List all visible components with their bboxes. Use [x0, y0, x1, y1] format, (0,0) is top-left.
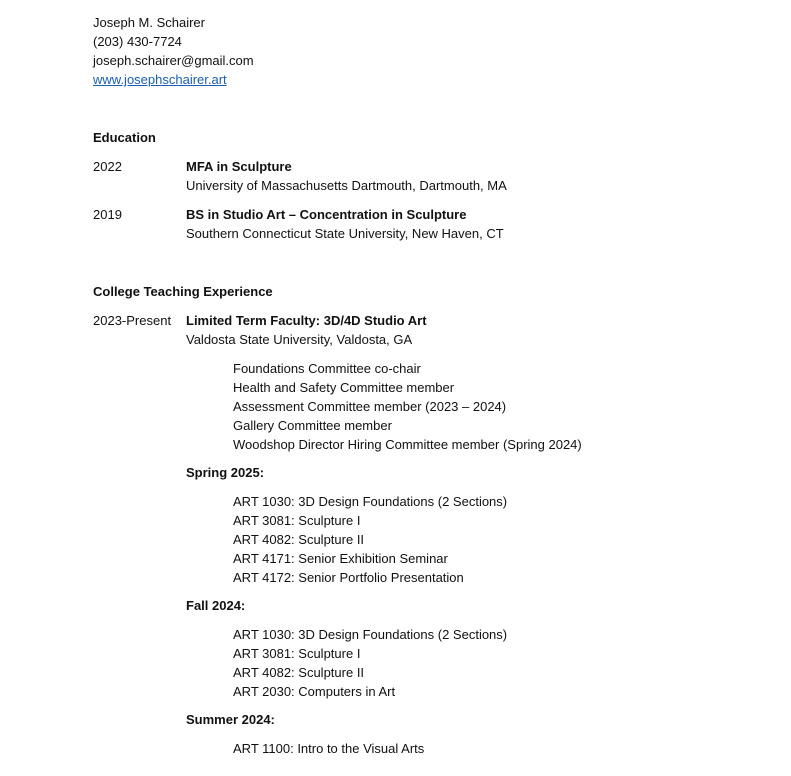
course-item: ART 3081: Sculpture I: [233, 646, 361, 661]
course-item: ART 4082: Sculpture II: [233, 532, 365, 547]
committee-item: Foundations Committee co-chair: [233, 361, 421, 376]
committee-item: Assessment Committee member (2023 – 2024): [233, 399, 507, 414]
term-label: Spring 2025:: [186, 465, 265, 480]
course-item: ART 4082: Sculpture II: [233, 665, 365, 680]
term-label: Fall 2024:: [186, 598, 246, 613]
teaching-institution: Valdosta State University, Valdosta, GA: [186, 332, 413, 347]
committee-item: Health and Safety Committee member: [233, 380, 455, 395]
course-item: ART 1030: 3D Design Foundations (2 Sections): [233, 494, 508, 509]
contact-email: joseph.schairer@gmail.com: [93, 53, 254, 68]
contact-name: Joseph M. Schairer: [93, 15, 205, 30]
committee-item: Woodshop Director Hiring Committee member (Spring 2024): [233, 437, 582, 452]
contact-phone: (203) 430-7724: [93, 34, 182, 49]
education-school: Southern Connecticut State University, New Haven, CT: [186, 226, 504, 241]
education-degree: MFA in Sculpture: [186, 159, 292, 174]
website-link[interactable]: www.josephschairer.art: [93, 72, 227, 87]
committee-item: Gallery Committee member: [233, 418, 392, 433]
teaching-title: Limited Term Faculty: 3D/4D Studio Art: [186, 313, 427, 328]
teaching-heading: College Teaching Experience: [93, 284, 273, 299]
course-item: ART 1100: Intro to the Visual Arts: [233, 741, 425, 756]
education-degree: BS in Studio Art – Concentration in Sculpture: [186, 207, 467, 222]
education-school: University of Massachusetts Dartmouth, Dartmouth, MA: [186, 178, 507, 193]
education-heading: Education: [93, 130, 156, 145]
course-item: ART 4172: Senior Portfolio Presentation: [233, 570, 464, 585]
course-item: ART 3081: Sculpture I: [233, 513, 361, 528]
education-year: 2019: [93, 207, 122, 222]
teaching-period: 2023-Present: [93, 313, 172, 328]
term-label: Summer 2024:: [186, 712, 275, 727]
course-item: ART 1030: 3D Design Foundations (2 Sections): [233, 627, 508, 642]
course-item: ART 4171: Senior Exhibition Seminar: [233, 551, 448, 566]
education-year: 2022: [93, 159, 122, 174]
course-item: ART 2030: Computers in Art: [233, 684, 396, 699]
